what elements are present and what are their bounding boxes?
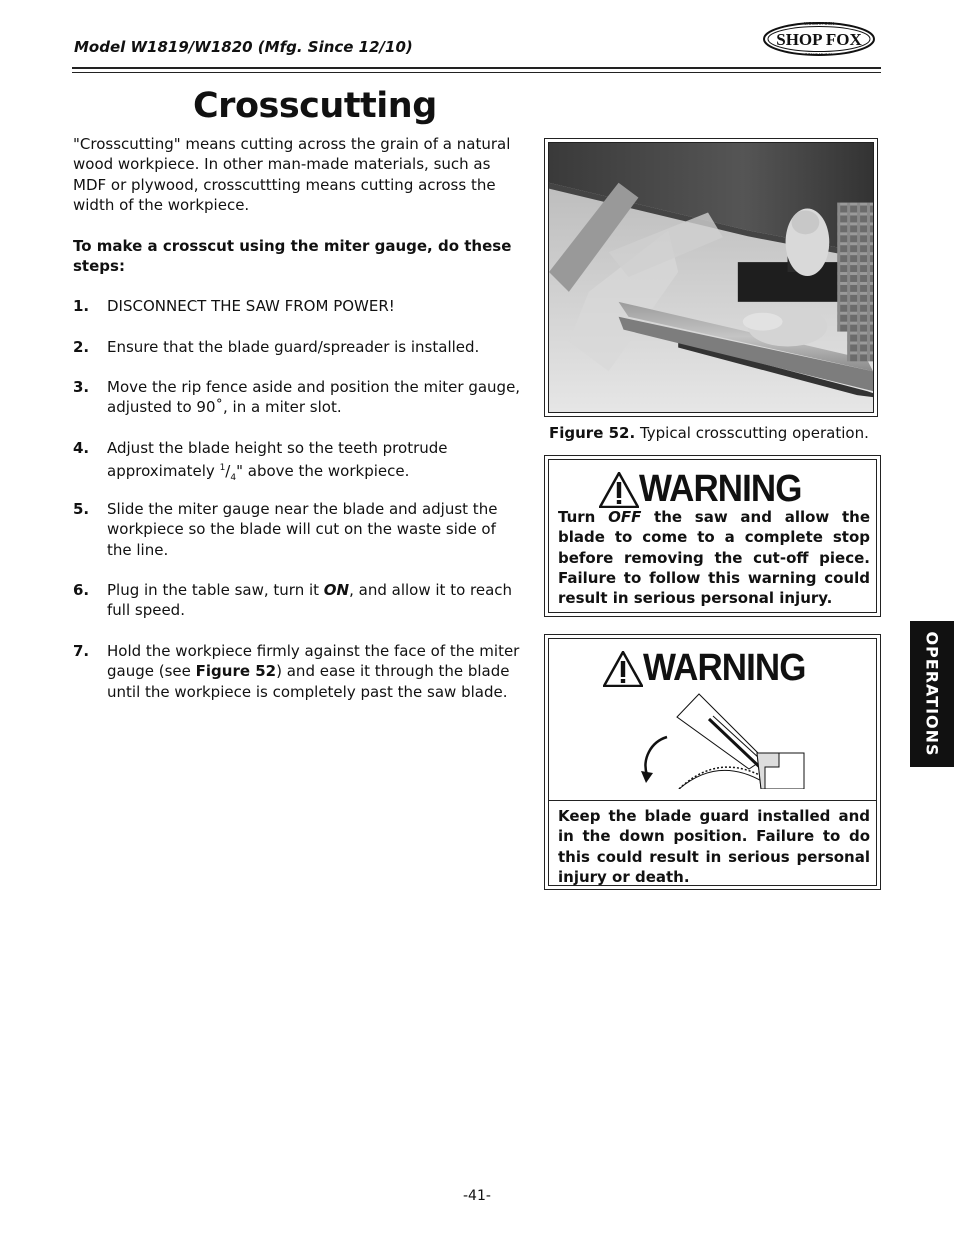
step-3 — [73, 377, 523, 418]
step-4 — [73, 438, 523, 489]
step-text: DISCONNECT THE SAW FROM POWER! — [107, 297, 395, 315]
side-tab-label: OPERATIONS — [922, 631, 942, 757]
warning-text: Keep the blade guard installed and in the down position. Failure to do this could result in serious personal injury or death. — [558, 807, 870, 886]
warning-title: WARNING — [639, 468, 802, 510]
warning-header — [599, 468, 816, 511]
step-text: Plug in the table saw, turn it ON, and allow it to reach full speed. — [107, 581, 513, 620]
step-number: 5. — [73, 500, 90, 518]
warning-title: WARNING — [643, 647, 806, 689]
step-text: Hold the workpiece firmly against the face of the miter gauge (see Figure 52) and ease it through the blade until the workpiece is completely past the saw blade. — [107, 642, 520, 701]
svg-text:INTERNATIONAL: INTERNATIONAL — [805, 52, 833, 57]
header-rule-thick — [72, 67, 881, 69]
warning-triangle-icon — [599, 472, 639, 508]
crosscut-photo — [548, 142, 874, 413]
header-model-text: Model W1819/W1820 (Mfg. Since 12/10) — [74, 38, 413, 56]
section-side-tab — [910, 621, 954, 767]
step-number: 6. — [73, 581, 90, 599]
steps-intro: To make a crosscut using the miter gauge, do these steps: — [73, 237, 512, 276]
figure-52-frame — [544, 138, 878, 417]
warning-box-2 — [544, 634, 881, 890]
step-number: 1. — [73, 297, 90, 315]
figure-caption: Figure 52. Typical crosscutting operation. — [549, 424, 869, 442]
warning-box-1 — [544, 455, 881, 617]
step-number: 2. — [73, 338, 90, 356]
step-text: Adjust the blade height so the teeth protrude approximately $^1/_4$" above the workpiece. — [107, 439, 448, 484]
step-text: Move the rip fence aside and position the miter gauge, adjusted to 90˚, in a miter slot. — [107, 378, 521, 417]
step-number: 4. — [73, 439, 90, 457]
step-number: 7. — [73, 642, 90, 660]
warning-triangle-icon — [603, 651, 643, 687]
page-number: -41- — [463, 1188, 491, 1204]
svg-text:WOODSTOCK: WOODSTOCK — [804, 21, 834, 26]
warning-header — [603, 647, 820, 690]
step-number: 3. — [73, 378, 90, 396]
step-text: Slide the miter gauge near the blade and adjust the workpiece so the blade will cut on the waste side of the line. — [107, 500, 498, 559]
step-6 — [73, 580, 523, 621]
step-1 — [73, 296, 523, 316]
header-rule-thin — [72, 72, 881, 73]
step-5 — [73, 499, 523, 560]
page-title: Crosscutting — [193, 86, 437, 126]
logo-text: SHOP FOX — [776, 30, 862, 49]
blade-guard-illustration — [629, 689, 809, 789]
figure-reference: Figure 52 — [195, 662, 277, 681]
warning-divider — [549, 800, 876, 801]
warning-text: Turn OFF the saw and allow the blade to come to a complete stop before removing the cut-off piece. Failure to follow this warning could result in serious personal injury. — [558, 508, 871, 608]
step-2 — [73, 337, 523, 357]
shop-fox-logo — [762, 18, 876, 58]
step-7 — [73, 641, 523, 702]
intro-paragraph: "Crosscutting" means cutting across the grain of a natural wood workpiece. In other man-made materials, such as MDF or plywood, crosscuttting means cutting across the width of the workpiece. — [73, 135, 511, 214]
step-text: Ensure that the blade guard/spreader is installed. — [107, 338, 480, 356]
